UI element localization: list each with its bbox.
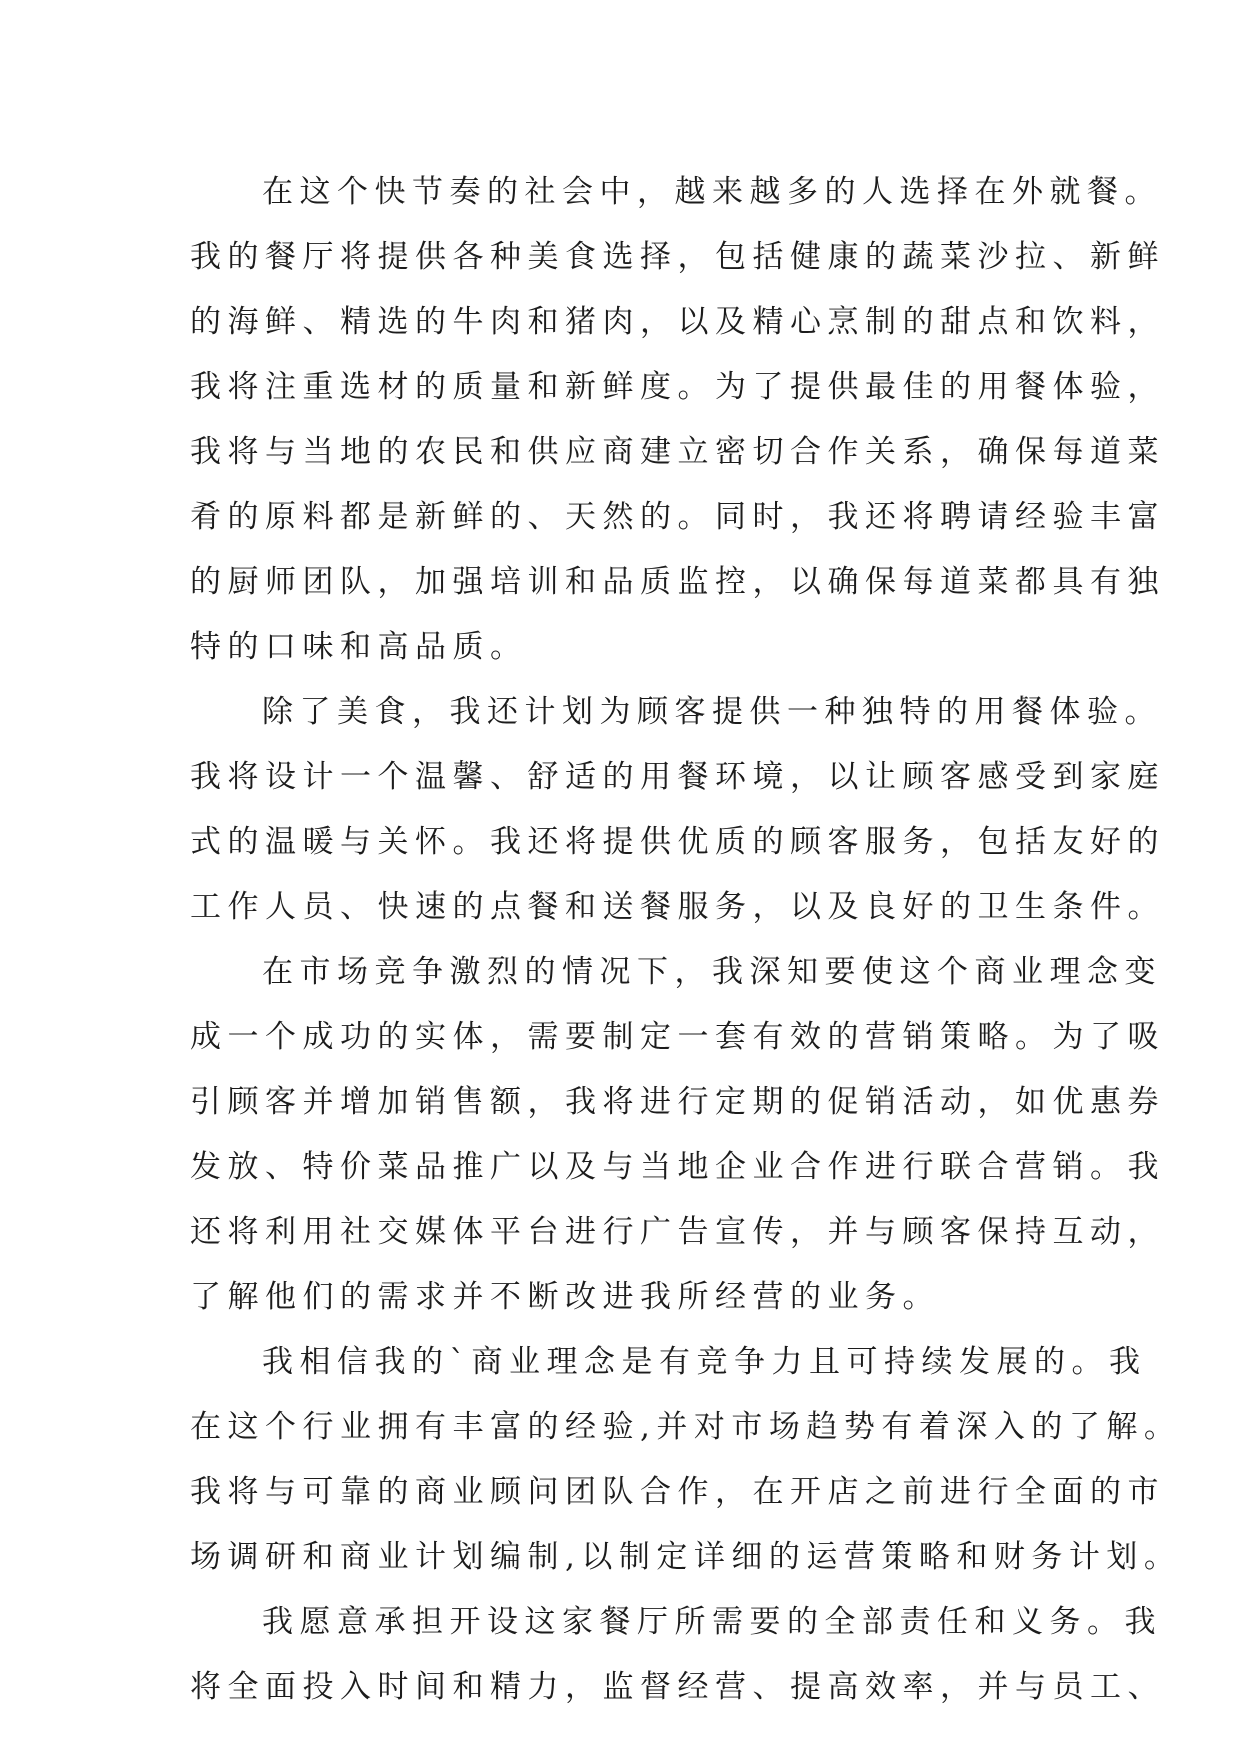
text-line: 我将注重选材的质量和新鲜度。为了提供最佳的用餐体验， xyxy=(190,369,1165,405)
text-line: 成一个成功的实体，需要制定一套有效的营销策略。为了吸 xyxy=(190,1019,1165,1055)
text-line: 在这个行业拥有丰富的经验,并对市场趋势有着深入的了解。 xyxy=(190,1409,1182,1445)
paragraph-first-line: 除了美食，我还计划为顾客提供一种独特的用餐体验。 xyxy=(262,694,1162,730)
text-line: 特的口味和高品质。 xyxy=(190,629,528,665)
text-line: 我将与当地的农民和供应商建立密切合作关系，确保每道菜 xyxy=(190,434,1165,470)
text-line: 了解他们的需求并不断改进我所经营的业务。 xyxy=(190,1279,940,1315)
text-line: 发放、特价菜品推广以及与当地企业合作进行联合营销。我 xyxy=(190,1149,1165,1185)
paragraph-first-line: 我愿意承担开设这家餐厅所需要的全部责任和义务。我 xyxy=(262,1604,1162,1640)
text-line: 我将设计一个温馨、舒适的用餐环境，以让顾客感受到家庭 xyxy=(190,759,1165,795)
text-line: 我的餐厅将提供各种美食选择，包括健康的蔬菜沙拉、新鲜 xyxy=(190,239,1165,275)
paragraph-first-line: 在这个快节奏的社会中，越来越多的人选择在外就餐。 xyxy=(262,174,1162,210)
text-line: 我将与可靠的商业顾问团队合作，在开店之前进行全面的市 xyxy=(190,1474,1165,1510)
text-line: 还将利用社交媒体平台进行广告宣传，并与顾客保持互动， xyxy=(190,1214,1165,1250)
text-line: 的海鲜、精选的牛肉和猪肉，以及精心烹制的甜点和饮料， xyxy=(190,304,1165,340)
paragraph-first-line: 在市场竞争激烈的情况下，我深知要使这个商业理念变 xyxy=(262,954,1162,990)
text-line: 肴的原料都是新鲜的、天然的。同时，我还将聘请经验丰富 xyxy=(190,499,1165,535)
paragraph-first-line: 我相信我的`商业理念是有竞争力且可持续发展的。我 xyxy=(262,1344,1147,1380)
text-line: 场调研和商业计划编制,以制定详细的运营策略和财务计划。 xyxy=(190,1539,1182,1575)
text-line: 将全面投入时间和精力，监督经营、提高效率，并与员工、 xyxy=(190,1669,1165,1705)
text-line: 引顾客并增加销售额，我将进行定期的促销活动，如优惠券 xyxy=(190,1084,1165,1120)
text-line: 式的温暖与关怀。我还将提供优质的顾客服务，包括友好的 xyxy=(190,824,1165,860)
text-line: 工作人员、快速的点餐和送餐服务，以及良好的卫生条件。 xyxy=(190,889,1165,925)
body-text xyxy=(190,160,1182,1720)
text-line: 的厨师团队，加强培训和品质监控，以确保每道菜都具有独 xyxy=(190,564,1165,600)
